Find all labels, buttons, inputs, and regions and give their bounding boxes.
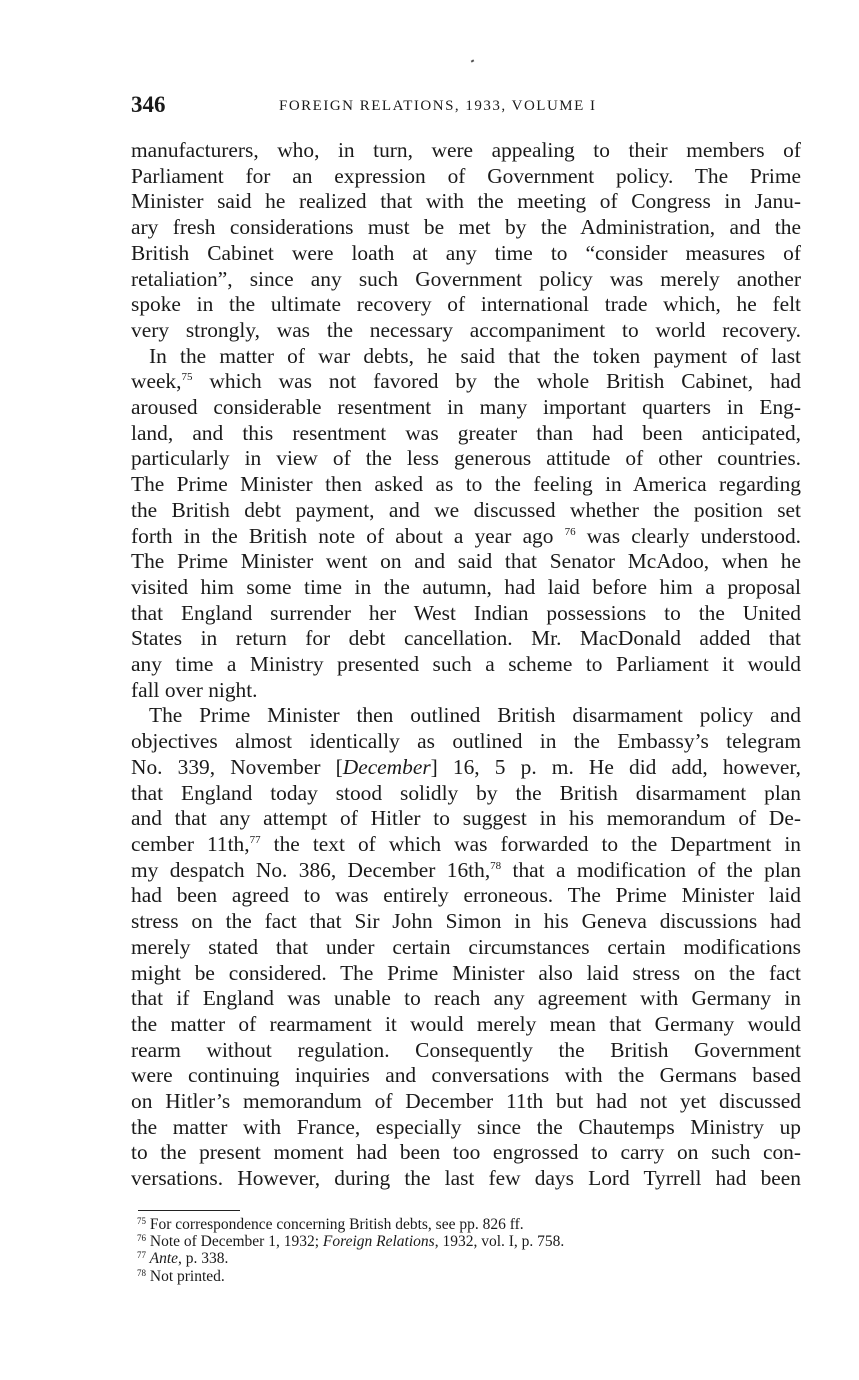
footnote-ref-75: 75 [181,371,193,384]
text-line: the British debt payment, and we discussed whether the position set [131,497,801,522]
text-line: week,$^{75}$ which was not favored by the whole British Cabinet, had [131,369,801,394]
text-line: that if England was unable to reach any agreement with Germany in [131,986,801,1011]
text-line: that England today stood solidly by the British disarmament plan [131,780,801,805]
text-line: visited him some time in the autumn, had laid before him a proposal [131,574,801,599]
text-line: cember 11th,$^{77}$ the text of which was forwarded to the Department in [131,831,801,856]
italic-insert: December [342,754,431,779]
paragraph-1 [131,138,801,344]
text-line: had been agreed to was entirely erroneous. The Prime Minister laid [131,883,801,908]
text-line: to the present moment had been too engrossed to carry on such con- [131,1140,801,1165]
text-line: Minister said he realized that with the meeting of Congress in Janu- [131,189,801,214]
footnote-77: $^{77}$ Ante, p. 338. [137,1250,229,1268]
text-line: my despatch No. 386, December 16th,$^{78}$ that a modification of the plan [131,857,801,882]
footnote-ref-77: 77 [249,833,261,846]
text-line: and that any attempt of Hitler to suggest in his memorandum of De- [131,806,801,831]
page-header [131,92,801,120]
text-line: on Hitler’s memorandum of December 11th but had not yet discussed [131,1089,801,1114]
text-line: The Prime Minister went on and said that Senator McAdoo, when he [131,549,801,574]
footnote-76: $^{76}$ Note of December 1, 1932; Foreign Relations, 1932, vol. I, p. 758. [137,1233,565,1251]
text-line: might be considered. The Prime Minister also laid stress on the fact [131,960,801,985]
text-line: the matter of rearmament it would merely mean that Germany would [131,1011,801,1036]
footnote-divider [138,1210,240,1211]
text-line: were continuing inquiries and conversations with the Germans based [131,1063,801,1088]
text-line: spoke in the ultimate recovery of international trade which, he felt [131,292,801,317]
text-line: land, and this resentment was greater than had been anticipated, [131,420,801,445]
text-line: States in return for debt cancellation. Mr. MacDonald added that [131,626,801,651]
text-line: the matter with France, especially since the Chautemps Ministry up [131,1114,801,1139]
footnote-78: $^{78}$ Not printed. [137,1267,225,1285]
text-line: very strongly, was the necessary accompaniment to world recovery. [131,317,801,342]
footnote-ref-76: 76 [564,525,576,538]
text-line: particularly in view of the less generous attitude of other countries. [131,446,801,471]
text-line: No. 339, November [December] 16, 5 p. m. He did add, however, [131,754,801,779]
text-line: In the matter of war debts, he said that the token payment of last [149,343,801,368]
text-line: manufacturers, who, in turn, were appealing to their members of [131,138,801,162]
text-line: merely stated that under certain circumstances certain modifications [131,934,801,959]
scan-speck [471,59,475,62]
text-line: fall over night. [131,677,258,702]
text-line: The Prime Minister then asked as to the feeling in America regarding [131,472,801,497]
text-line: rearm without regulation. Consequently the British Government [131,1037,801,1062]
text-line: any time a Ministry presented such a scheme to Parliament it would [131,652,801,677]
text-line: that England surrender her West Indian possessions to the United [131,600,801,625]
page-number: 346 [131,92,166,117]
text-line: forth in the British note of about a year ago $^{76}$ was clearly understood. [131,523,801,548]
running-head: FOREIGN RELATIONS, 1933, VOLUME I [279,98,597,114]
footnote-ref-78: 78 [490,859,502,872]
footnote-75: $^{75}$ For correspondence concerning British debts, see pp. 826 ff. [137,1216,524,1233]
text-line: objectives almost identically as outlined in the Embassy’s telegram [131,729,801,754]
footnotes [137,1216,797,1285]
body-text [131,138,801,1192]
paragraph-2 [131,344,801,704]
text-line: aroused considerable resentment in many important quarters in Eng- [131,395,801,420]
text-line: ary fresh considerations must be met by the Administration, and the [131,215,801,240]
text-line: The Prime Minister then outlined British disarmament policy and [149,703,801,728]
text-line: retaliation”, since any such Government policy was merely another [131,266,801,291]
text-line: Parliament for an expression of Government policy. The Prime [131,163,801,188]
text-line: British Cabinet were loath at any time to “consider measures of [131,240,801,265]
text-line: stress on the fact that Sir John Simon in his Geneva discussions had [131,909,801,934]
paragraph-3 [131,703,801,1191]
text-line: versations. However, during the last few days Lord Tyrrell had been [131,1166,801,1191]
